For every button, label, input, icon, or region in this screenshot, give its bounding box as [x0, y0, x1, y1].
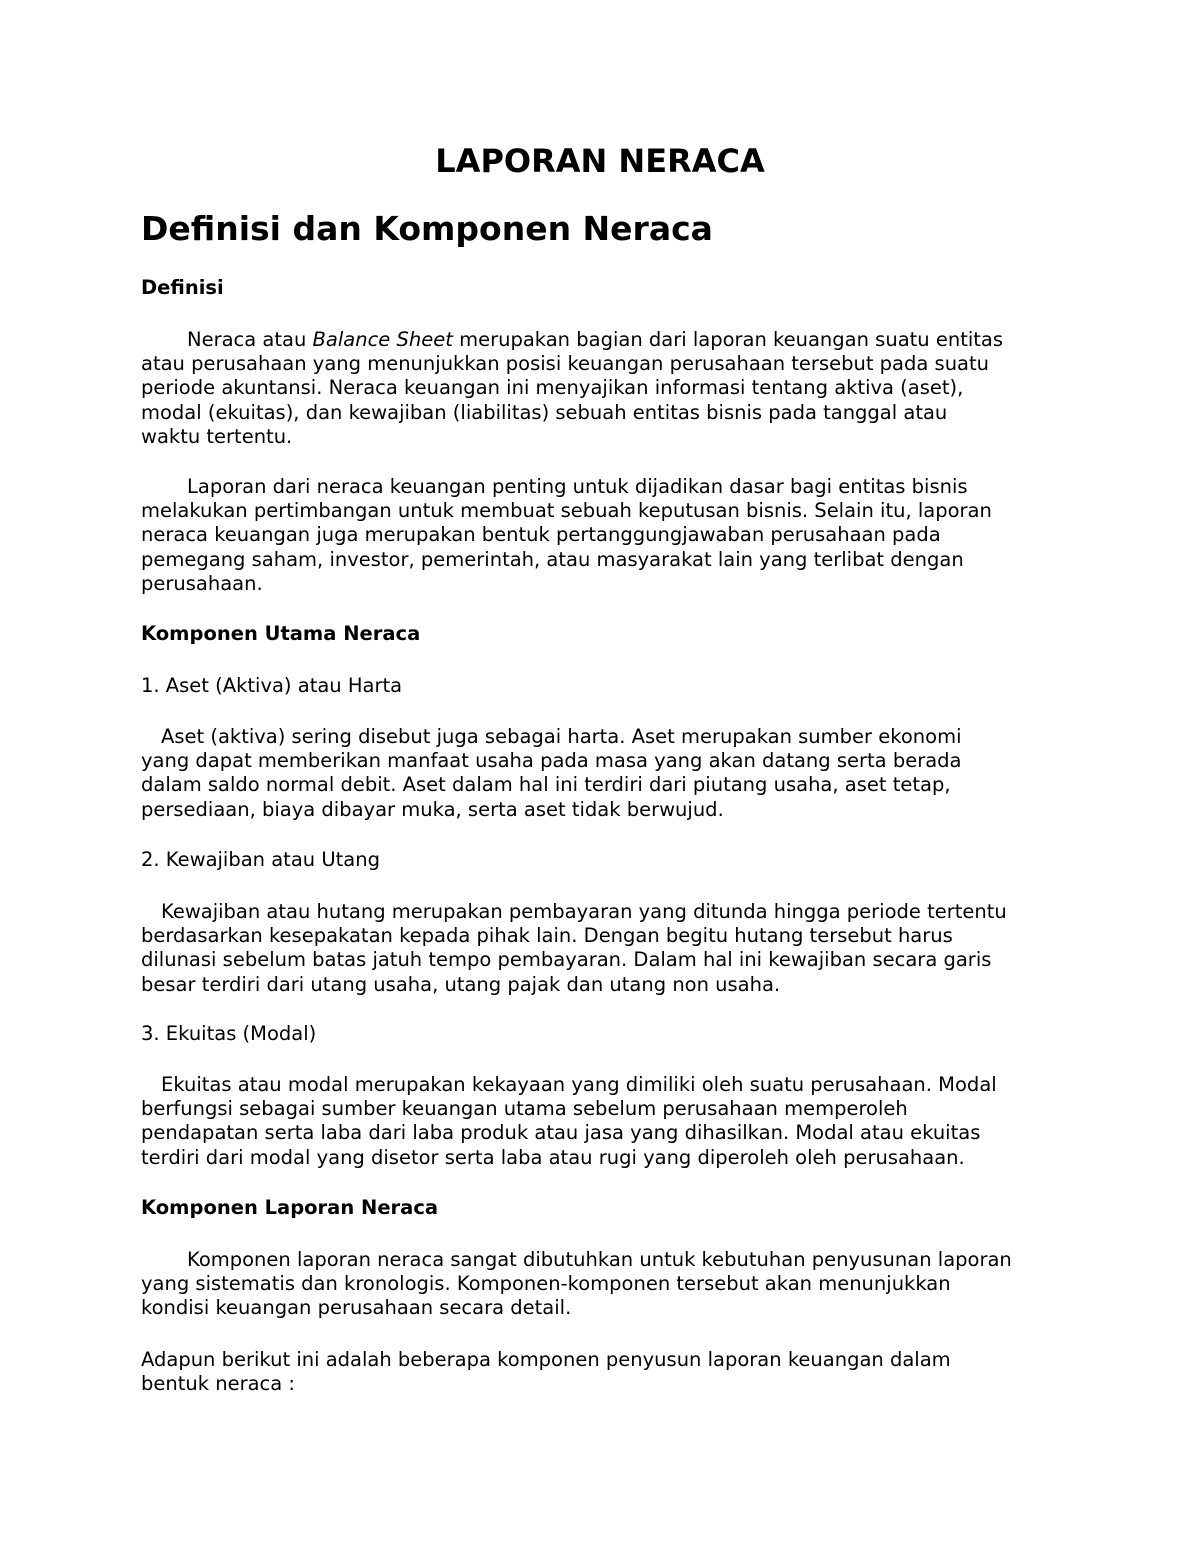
paragraph-line: persediaan, biaya dibayar muka, serta aset tidak berwujud. — [141, 797, 724, 821]
ekuitas-paragraph — [141, 1073, 1066, 1170]
paragraph-line: kondisi keuangan perusahaan secara detail. — [141, 1296, 572, 1320]
document-title: LAPORAN NERACA — [435, 142, 765, 180]
definisi-heading: Definisi — [141, 276, 224, 299]
paragraph-line: besar terdiri dari utang usaha, utang pajak dan utang non usaha. — [141, 972, 781, 996]
paragraph-line: periode akuntansi. Neraca keuangan ini menyajikan informasi tentang aktiva (aset), — [141, 376, 964, 400]
paragraph-line: berfungsi sebagai sumber keuangan utama sebelum perusahaan memperoleh — [141, 1097, 908, 1121]
definisi-paragraph-2 — [141, 475, 1066, 596]
list-item-kewajiban: 2. Kewajiban atau Utang — [141, 848, 380, 871]
balance-sheet-term: Balance Sheet — [312, 328, 453, 351]
kewajiban-paragraph — [141, 900, 1066, 997]
paragraph-line: Adapun berikut ini adalah beberapa komponen penyusun laporan keuangan dalam — [141, 1348, 951, 1371]
list-item-aset: 1. Aset (Aktiva) atau Harta — [141, 674, 403, 697]
paragraph-line: Ekuitas atau modal merupakan kekayaan yang dimiliki oleh suatu perusahaan. Modal — [161, 1073, 997, 1096]
paragraph-line: dalam saldo normal debit. Aset dalam hal ini terdiri dari piutang usaha, aset tetap, — [141, 773, 951, 797]
paragraph-line: waktu tertentu. — [141, 424, 293, 448]
paragraph-line: neraca keuangan juga merupakan bentuk pertanggungjawaban perusahaan pada — [141, 523, 941, 547]
section-heading: Definisi dan Komponen Neraca — [141, 209, 713, 248]
aset-paragraph — [141, 725, 1066, 822]
paragraph-line: Laporan dari neraca keuangan penting untuk dijadikan dasar bagi entitas bisnis — [187, 475, 968, 498]
paragraph-line: bentuk neraca : — [141, 1372, 295, 1396]
paragraph-line: perusahaan. — [141, 571, 263, 595]
paragraph-line: atau perusahaan yang menunjukkan posisi keuangan perusahaan tersebut pada suatu — [141, 352, 990, 376]
paragraph-line: pemegang saham, investor, pemerintah, atau masyarakat lain yang terlibat dengan — [141, 547, 964, 571]
paragraph-line: dilunasi sebelum batas jatuh tempo pembayaran. Dalam hal ini kewajiban secara garis — [141, 948, 992, 972]
paragraph-line: yang sistematis dan kronologis. Komponen-komponen tersebut akan menunjukkan — [141, 1272, 951, 1296]
paragraph-line: yang dapat memberikan manfaat usaha pada masa yang akan datang serta berada — [141, 749, 962, 773]
definisi-paragraph-1 — [141, 328, 1066, 449]
paragraph-line: Komponen laporan neraca sangat dibutuhkan untuk kebutuhan penyusunan laporan — [187, 1248, 1012, 1271]
paragraph-line: melakukan pertimbangan untuk membuat sebuah keputusan bisnis. Selain itu, laporan — [141, 499, 992, 523]
paragraph-line: berdasarkan kesepakatan kepada pihak lain. Dengan begitu hutang tersebut harus — [141, 924, 953, 948]
paragraph-line: pendapatan serta laba dari laba produk atau jasa yang dihasilkan. Modal atau ekuitas — [141, 1121, 981, 1145]
paragraph-line: modal (ekuitas), dan kewajiban (liabilitas) sebuah entitas bisnis pada tanggal atau — [141, 400, 948, 424]
paragraph-line: Neraca atau Balance Sheet merupakan bagian dari laporan keuangan suatu entitas — [187, 328, 1004, 351]
komponen-laporan-heading: Komponen Laporan Neraca — [141, 1196, 439, 1219]
komponen-laporan-paragraph-2 — [141, 1348, 1066, 1396]
list-item-ekuitas: 3. Ekuitas (Modal) — [141, 1022, 317, 1045]
paragraph-line: terdiri dari modal yang disetor serta laba atau rugi yang diperoleh oleh perusahaan. — [141, 1145, 965, 1169]
paragraph-line: Kewajiban atau hutang merupakan pembayaran yang ditunda hingga periode tertentu — [161, 900, 1007, 923]
paragraph-line: Aset (aktiva) sering disebut juga sebagai harta. Aset merupakan sumber ekonomi — [161, 725, 962, 748]
komponen-laporan-paragraph-1 — [141, 1248, 1066, 1321]
komponen-utama-heading: Komponen Utama Neraca — [141, 622, 421, 645]
